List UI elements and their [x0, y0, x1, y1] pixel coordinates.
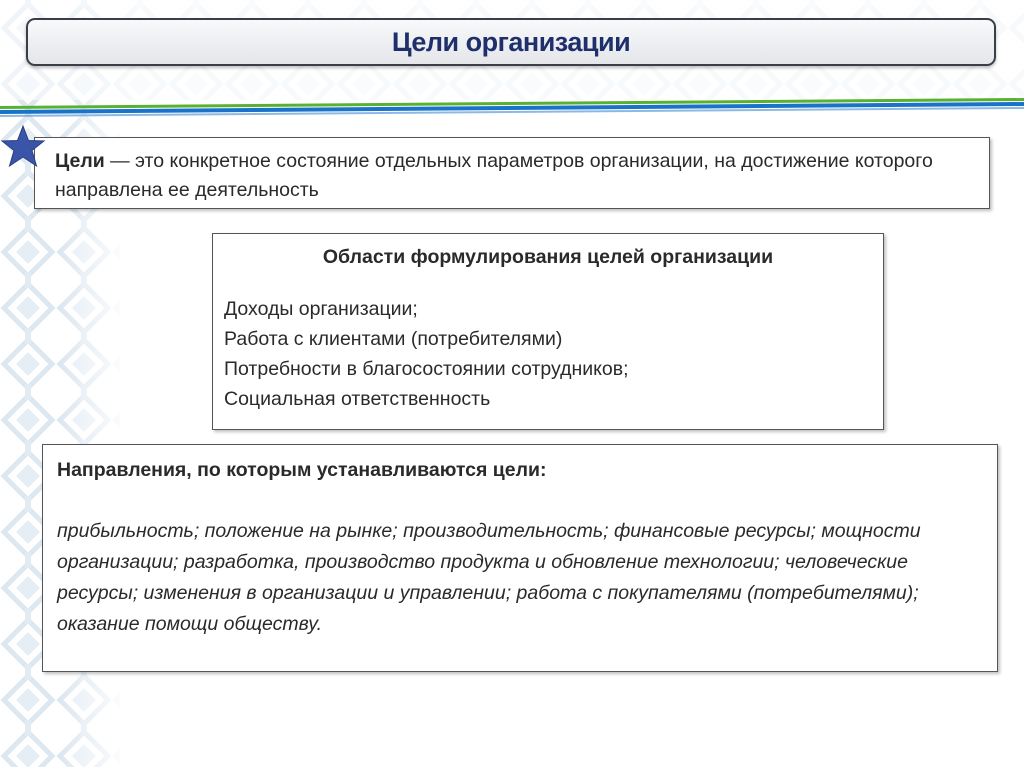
star-icon [0, 124, 46, 168]
definition-text: — это конкретное состояние отдельных параметров организации, на достижение которого направлена ее деятельность [55, 150, 933, 201]
area-item: Доходы организации; [224, 298, 418, 320]
area-item: Работа с клиентами (потребителями) [224, 328, 563, 350]
definition-box [34, 137, 990, 209]
directions-box [42, 444, 998, 672]
definition-term: Цели [55, 150, 105, 172]
header-stripes [0, 96, 1024, 122]
directions-title: Направления, по которым устанавливаются цели: [57, 459, 547, 481]
area-item: Потребности в благосостоянии сотрудников; [224, 358, 629, 380]
page-title: Цели организации [391, 26, 631, 57]
area-item: Социальная ответственность [224, 388, 491, 410]
areas-box [212, 233, 884, 430]
areas-title: Области формулирования целей организации [322, 246, 774, 268]
directions-text: прибыльность; положение на рынке; производительность; финансовые ресурсы; мощности организации; разработка, производство продукта и обновление технологии; человеческие ресурсы; изменения в организации и управлении; работа с покупателями (потребителями); оказание помощи обществу. [57, 520, 921, 635]
title-bar [26, 18, 996, 66]
